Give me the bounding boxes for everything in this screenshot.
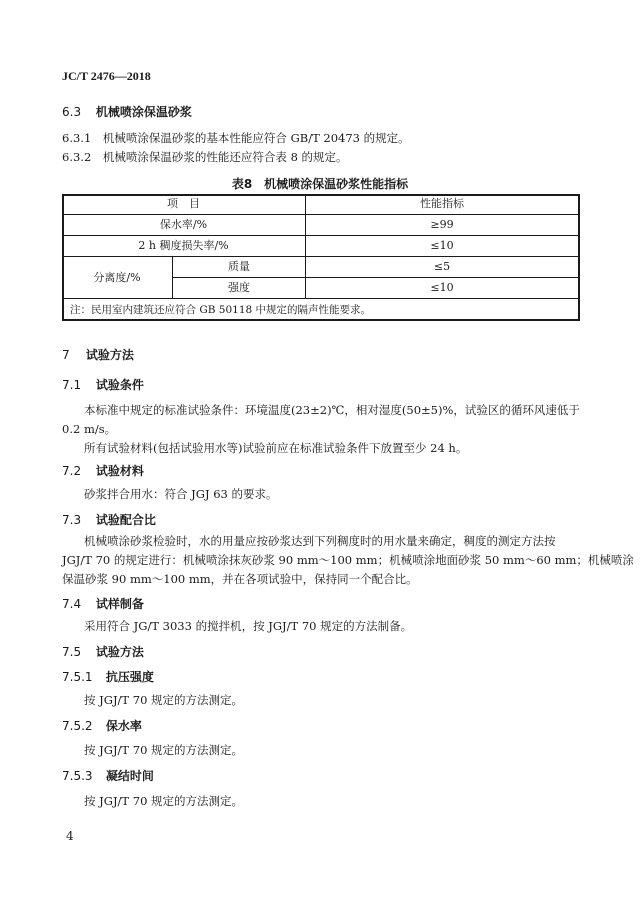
table-caption: 表8 机械喷涂保温砂浆性能指标 xyxy=(231,177,409,191)
subsection-title: 抗压强度 xyxy=(105,670,154,684)
clause-6-3-1 xyxy=(62,130,410,146)
table-cell-item: 分离度/% xyxy=(93,271,141,284)
clause-text: 机械喷涂保温砂浆的性能还应符合表 8 的规定。 xyxy=(102,150,348,164)
section-number: 7.3 xyxy=(62,513,82,527)
table-cell-item: 保水率/% xyxy=(159,218,208,231)
chapter-number: 7 xyxy=(62,348,70,362)
section-title: 试样制备 xyxy=(95,597,144,611)
section-number: 7.5 xyxy=(62,645,82,659)
section-title: 试验材料 xyxy=(95,464,144,478)
table-cell-subitem: 质量 xyxy=(228,260,250,273)
subsection-title: 保水率 xyxy=(105,719,142,733)
chapter-heading xyxy=(62,346,134,363)
section-title: 试验方法 xyxy=(95,645,144,659)
table-rule xyxy=(62,298,580,299)
section-heading xyxy=(62,376,144,393)
standard-number: JC/T 2476—2018 xyxy=(62,69,151,83)
paragraph: 机械喷涂砂浆检验时，水的用量应按砂浆达到下列稠度时的用水量来确定，稠度的测定方法按 xyxy=(84,534,556,548)
paragraph: 砂浆拌合用水：符合 JGJ 63 的要求。 xyxy=(84,487,278,501)
clause-6-3-2 xyxy=(62,149,348,165)
paragraph-continued: 0.2 m/s。 xyxy=(62,422,117,436)
clause-number: 6.3.1 xyxy=(62,131,92,145)
performance-table xyxy=(62,194,580,320)
table-note: 注：民用室内建筑还应符合 GB 50118 中规定的隔声性能要求。 xyxy=(70,304,372,316)
subsection-number: 7.5.2 xyxy=(62,719,93,733)
paragraph-continued: 保温砂浆 90 mm～100 mm，并在各项试验中，保持同一个配合比。 xyxy=(62,572,418,586)
section-title: 试验条件 xyxy=(95,378,144,392)
paragraph: 按 JGJ/T 70 规定的方法测定。 xyxy=(84,693,244,707)
table-cell-value: ≤5 xyxy=(433,260,451,273)
paragraph: 按 JGJ/T 70 规定的方法测定。 xyxy=(84,794,244,808)
paragraph: 采用符合 JG/T 3033 的搅拌机，按 JGJ/T 70 规定的方法制备。 xyxy=(84,619,413,633)
clause-text: 机械喷涂保温砂浆的基本性能应符合 GB/T 20473 的规定。 xyxy=(102,131,410,145)
table-border-right xyxy=(578,194,580,321)
paragraph: 本标准中规定的标准试验条件：环境温度(23±2)℃，相对湿度(50±5)%，试验区的循环风速低于 xyxy=(84,403,580,417)
clause-number: 6.3.2 xyxy=(62,150,92,164)
subsection-number: 7.5.3 xyxy=(62,769,93,783)
section-heading xyxy=(62,103,192,120)
section-heading xyxy=(62,462,144,479)
subsection-heading xyxy=(62,668,154,685)
subsection-title: 凝结时间 xyxy=(105,769,154,783)
paragraph: 所有试验材料(包括试验用水等)试验前应在标准试验条件下放置至少 24 h。 xyxy=(84,441,468,455)
section-heading xyxy=(62,511,156,528)
table-header-item: 项 目 xyxy=(167,197,200,210)
paragraph: 按 JGJ/T 70 规定的方法测定。 xyxy=(84,743,244,757)
section-number: 7.1 xyxy=(62,378,82,392)
chapter-title: 试验方法 xyxy=(85,348,134,362)
section-heading xyxy=(62,595,144,612)
section-heading xyxy=(62,643,144,660)
table-cell-value: ≤10 xyxy=(430,281,454,294)
section-number: 7.2 xyxy=(62,464,82,478)
table-cell-item: 2 h 稠度损失率/% xyxy=(138,239,229,252)
section-number: 7.4 xyxy=(62,597,82,611)
paragraph-continued: JGJ/T 70 的规定进行：机械喷涂抹灰砂浆 90 mm～100 mm；机械喷涂地面砂浆 50 mm～60 mm；机械喷涂 xyxy=(62,553,634,567)
table-cell-value: ≤10 xyxy=(430,239,454,252)
page-number: 4 xyxy=(66,829,74,843)
table-cell-subitem: 强度 xyxy=(228,281,250,294)
table-header-index: 性能指标 xyxy=(420,197,464,210)
subsection-heading xyxy=(62,717,142,734)
section-title: 机械喷涂保温砂浆 xyxy=(95,105,192,119)
subsection-heading xyxy=(62,767,154,784)
section-title: 试验配合比 xyxy=(95,513,156,527)
table-cell-value: ≥99 xyxy=(430,218,454,231)
section-number: 6.3 xyxy=(62,105,82,119)
subsection-number: 7.5.1 xyxy=(62,670,93,684)
